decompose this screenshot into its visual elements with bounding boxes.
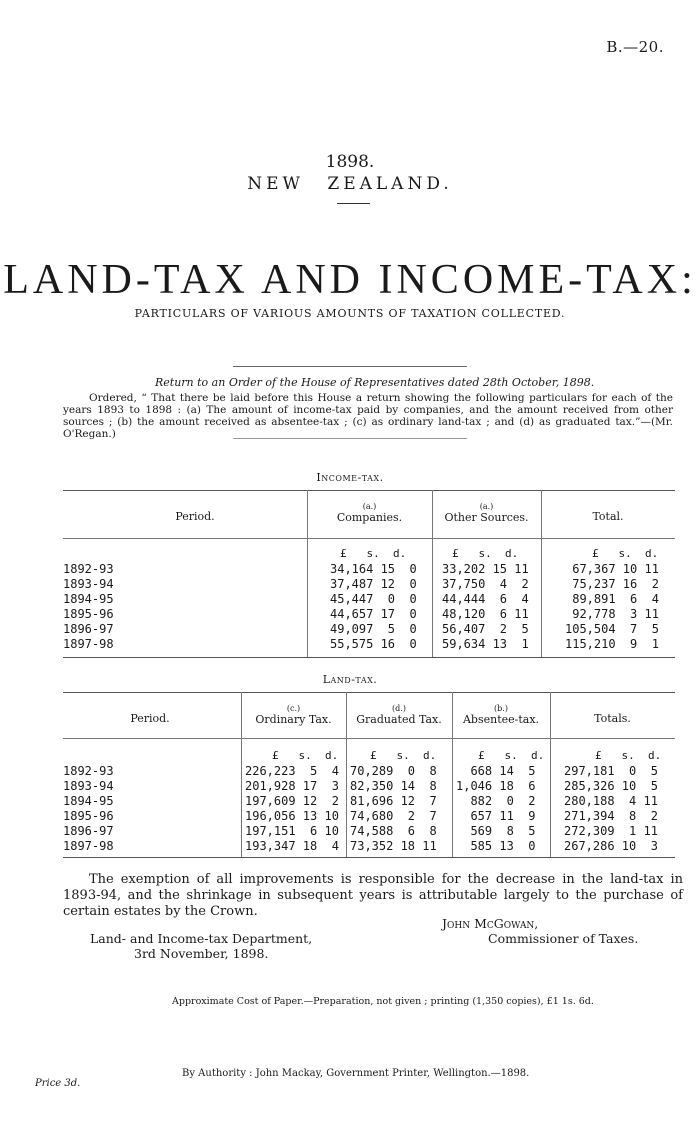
cell-absentee-tax: 1,046 18 6 <box>456 779 536 793</box>
land-header-period: Period. <box>130 712 170 725</box>
cell-absentee-tax: 657 11 9 <box>456 809 536 823</box>
cell-graduated-tax: 70,289 0 8 <box>350 764 437 778</box>
divider <box>233 438 467 439</box>
signature-date: 3rd November, 1898. <box>134 946 269 961</box>
income-units-companies: £ s. d. <box>340 547 407 560</box>
country-heading <box>0 174 700 194</box>
row-period: 1895-96 <box>63 809 114 823</box>
cell-totals: 271,394 8 2 <box>564 809 658 823</box>
cell-ordinary-tax: 226,223 5 4 <box>245 764 339 778</box>
income-header-companies-letter: (a.) <box>362 502 377 511</box>
cell-totals: 297,181 0 5 <box>564 764 658 778</box>
land-table-top-rule <box>63 692 675 693</box>
note-text: The exemption of all improvements is responsible for the decrease in the land-tax in 1893-94, and the shrinkage in subsequent years is attributable largely to the purchase of certain estates by the Crown. <box>63 872 683 919</box>
authority-line: By Authority : John Mackay, Government Printer, Wellington.—1898. <box>182 1068 530 1079</box>
cell-companies: 55,575 16 0 <box>330 637 417 651</box>
land-tax-caption: Land-tax. <box>322 673 378 686</box>
cell-absentee-tax: 668 14 5 <box>456 764 536 778</box>
income-header-other-letter: (a.) <box>479 502 494 511</box>
country-word-2: ZEALAND. <box>327 174 453 194</box>
cell-totals: 272,309 1 11 <box>564 824 658 838</box>
income-header-total: Total. <box>592 510 624 523</box>
income-tax-caption: Income-tax. <box>316 471 384 484</box>
cell-ordinary-tax: 196,056 13 10 <box>245 809 339 823</box>
signer-name: John McGowan, <box>442 916 539 931</box>
document-subtitle: PARTICULARS OF VARIOUS AMOUNTS OF TAXATION COLLECTED. <box>134 307 566 320</box>
cell-total: 92,778 3 11 <box>565 607 659 621</box>
land-header-ordinary-label: Ordinary Tax. <box>255 713 332 726</box>
cell-other-sources: 37,750 4 2 <box>442 577 529 591</box>
row-period: 1894-95 <box>63 794 114 808</box>
land-header-graduated-letter: (d.) <box>392 704 406 713</box>
land-table-header-rule <box>63 738 675 739</box>
explanatory-note <box>63 872 683 920</box>
row-period: 1892-93 <box>63 764 114 778</box>
cell-totals: 280,188 4 11 <box>564 794 658 808</box>
cell-absentee-tax: 569 8 5 <box>456 824 536 838</box>
row-period: 1893-94 <box>63 779 114 793</box>
land-header-absentee-letter: (b.) <box>494 704 508 713</box>
cell-companies: 37,487 12 0 <box>330 577 417 591</box>
cell-ordinary-tax: 197,609 12 2 <box>245 794 339 808</box>
cell-graduated-tax: 82,350 14 8 <box>350 779 437 793</box>
cell-graduated-tax: 73,352 18 11 <box>350 839 437 853</box>
income-table-bottom-rule <box>63 657 675 658</box>
divider <box>233 366 467 367</box>
ordered-paragraph <box>63 392 673 440</box>
cell-total: 67,367 10 11 <box>565 562 659 576</box>
land-header-ordinary-letter: (c.) <box>286 704 301 713</box>
row-period: 1894-95 <box>63 592 114 606</box>
land-table-bottom-rule <box>63 857 675 858</box>
cell-graduated-tax: 74,588 6 8 <box>350 824 437 838</box>
land-header-totals: Totals. <box>594 712 631 725</box>
cell-graduated-tax: 81,696 12 7 <box>350 794 437 808</box>
cell-totals: 285,326 10 5 <box>564 779 658 793</box>
cell-ordinary-tax: 201,928 17 3 <box>245 779 339 793</box>
cell-ordinary-tax: 197,151 6 10 <box>245 824 339 838</box>
department: Land- and Income-tax Department, <box>90 931 313 946</box>
income-header-companies <box>307 502 432 524</box>
document-title: LAND-TAX AND INCOME-TAX: <box>3 257 697 303</box>
cell-total: 105,504 7 5 <box>565 622 659 636</box>
income-units-total: £ s. d. <box>592 547 659 560</box>
row-period: 1896-97 <box>63 622 114 636</box>
land-header-absentee <box>452 704 550 726</box>
ordered-text: Ordered, “ That there be laid before this House a return showing the following particulars for each of the years 1893 to 1898 : (a) The amount of income-tax paid by companies, and the amount received from other sources ; (b) the amount received as absentee-tax ; (c) as ordinary land-tax ; and (d) as graduated tax.”—(Mr. O'Regan.) <box>63 392 673 440</box>
cell-other-sources: 56,407 2 5 <box>442 622 529 636</box>
income-table-top-rule <box>63 490 675 491</box>
cell-companies: 34,164 15 0 <box>330 562 417 576</box>
land-header-graduated <box>346 704 452 726</box>
cell-graduated-tax: 74,680 2 7 <box>350 809 437 823</box>
row-period: 1896-97 <box>63 824 114 838</box>
land-units-graduated: £ s. d. <box>370 749 437 762</box>
cell-companies: 44,657 17 0 <box>330 607 417 621</box>
row-period: 1897-98 <box>63 839 114 853</box>
income-units-other: £ s. d. <box>452 547 519 560</box>
country-word-1: NEW <box>247 174 304 194</box>
land-units-ordinary: £ s. d. <box>272 749 339 762</box>
land-header-graduated-label: Graduated Tax. <box>356 713 442 726</box>
land-header-ordinary <box>241 704 346 726</box>
price-line: Price 3d. <box>35 1078 81 1089</box>
income-header-other <box>432 502 541 524</box>
page-reference: B.—20. <box>606 38 664 56</box>
cost-line: Approximate Cost of Paper.—Preparation, not given ; printing (1,350 copies), £1 1s. 6d. <box>172 996 594 1007</box>
row-period: 1892-93 <box>63 562 114 576</box>
divider <box>337 203 370 204</box>
row-period: 1897-98 <box>63 637 114 651</box>
cell-total: 89,891 6 4 <box>565 592 659 606</box>
cell-ordinary-tax: 193,347 18 4 <box>245 839 339 853</box>
land-units-totals: £ s. d. <box>595 749 662 762</box>
cell-absentee-tax: 585 13 0 <box>456 839 536 853</box>
signer-title: Commissioner of Taxes. <box>488 931 639 946</box>
cell-other-sources: 48,120 6 11 <box>442 607 529 621</box>
income-header-companies-label: Companies. <box>336 511 403 524</box>
income-table-header-rule <box>63 538 675 539</box>
order-line: Return to an Order of the House of Representatives dated 28th October, 1898. <box>155 376 595 389</box>
cell-companies: 45,447 0 0 <box>330 592 417 606</box>
row-period: 1893-94 <box>63 577 114 591</box>
row-period: 1895-96 <box>63 607 114 621</box>
income-header-other-label: Other Sources. <box>444 511 529 524</box>
cell-totals: 267,286 10 3 <box>564 839 658 853</box>
cell-total: 75,237 16 2 <box>565 577 659 591</box>
land-units-absentee: £ s. d. <box>478 749 545 762</box>
income-header-period: Period. <box>175 510 215 523</box>
cell-other-sources: 44,444 6 4 <box>442 592 529 606</box>
cell-other-sources: 33,202 15 11 <box>442 562 529 576</box>
land-header-absentee-label: Absentee-tax. <box>462 713 540 726</box>
cell-absentee-tax: 882 0 2 <box>456 794 536 808</box>
cell-total: 115,210 9 1 <box>565 637 659 651</box>
cell-other-sources: 59,634 13 1 <box>442 637 529 651</box>
cell-companies: 49,097 5 0 <box>330 622 417 636</box>
document-year: 1898. <box>325 152 375 172</box>
